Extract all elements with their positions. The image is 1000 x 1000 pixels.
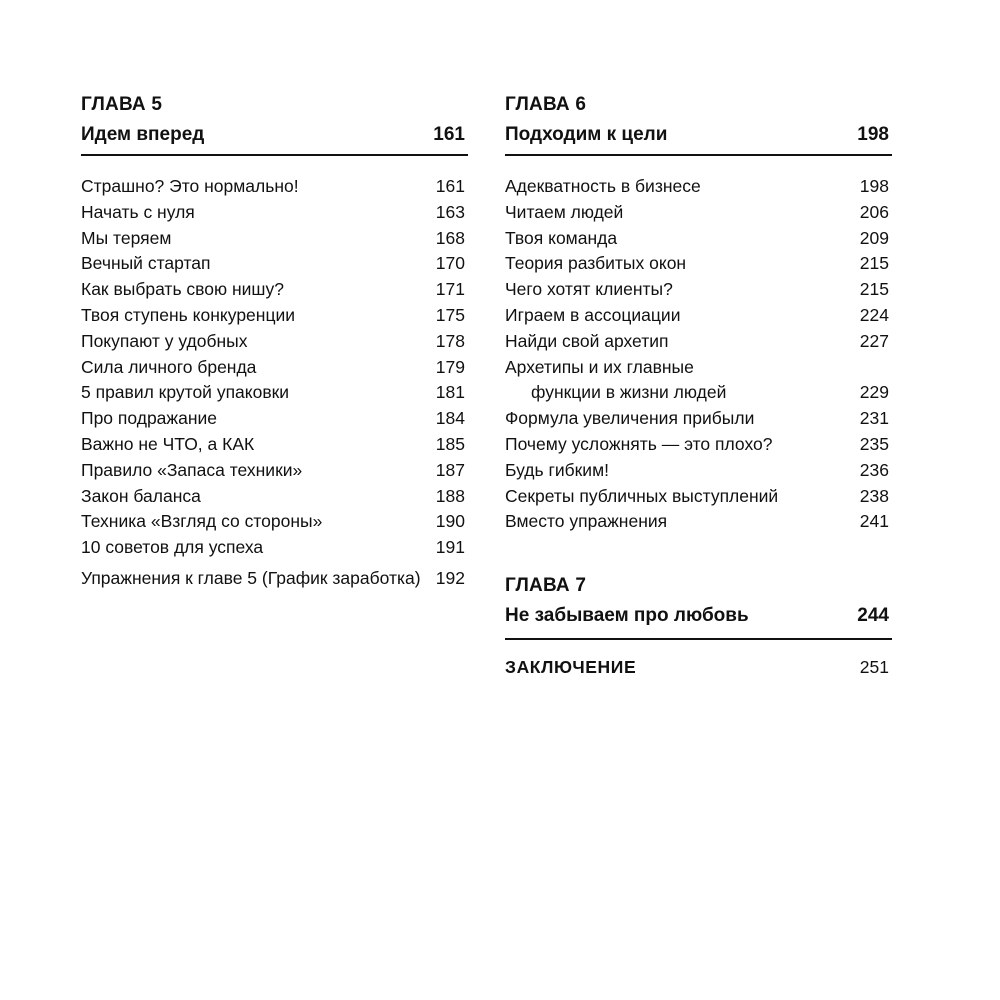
toc-entry[interactable] [81, 484, 468, 510]
toc-entry[interactable] [505, 355, 892, 407]
entry-title: Правило «Запаса техники» [81, 459, 303, 480]
entry-page: 227 [859, 330, 889, 351]
toc-entry[interactable] [505, 200, 892, 226]
toc-entry[interactable] [505, 303, 892, 329]
entry-page: 175 [435, 304, 465, 325]
entry-title-multiline [505, 355, 726, 407]
entry-page: 229 [859, 382, 889, 403]
entry-title: Техника «Взгляд со стороны» [81, 511, 323, 532]
chapter-5-exercise-entry[interactable] [81, 566, 468, 592]
toc-entry[interactable] [81, 277, 468, 303]
entry-title: Чего хотят клиенты? [505, 279, 673, 300]
entry-title: Архетипы и их главные [505, 356, 694, 377]
toc-entry[interactable] [81, 200, 468, 226]
toc-entry[interactable] [81, 458, 468, 484]
entry-page: 179 [435, 356, 465, 377]
toc-entry[interactable] [505, 509, 892, 535]
chapter-6-entries [505, 174, 892, 535]
entry-page: 241 [859, 511, 889, 532]
toc-entry[interactable] [505, 484, 892, 510]
exercise-title: Упражнения к главе 5 (График заработка) [81, 568, 421, 588]
toc-entry[interactable] [81, 355, 468, 381]
entry-page: 198 [859, 176, 889, 196]
chapter-5-entries [81, 174, 468, 561]
toc-entry[interactable] [81, 380, 468, 406]
chapter-7-title-link[interactable] [505, 605, 892, 627]
toc-entry[interactable] [81, 406, 468, 432]
entry-page: 206 [859, 201, 889, 222]
toc-entry[interactable] [81, 251, 468, 277]
entry-title: Вместо упражнения [505, 511, 668, 532]
toc-entry[interactable] [81, 303, 468, 329]
entry-title: Про подражание [81, 408, 218, 429]
chapter-7-title: Не забываем про любовь [505, 605, 749, 626]
entry-title: Секреты публичных выступлений [505, 485, 779, 506]
chapter-5-title-link[interactable] [81, 124, 468, 146]
entry-title: Почему усложнять — это плохо? [505, 433, 773, 454]
entry-title: Начать с нуля [81, 201, 195, 222]
toc-entry[interactable] [505, 432, 892, 458]
toc-entry[interactable] [505, 277, 892, 303]
entry-page: 238 [859, 485, 889, 506]
entry-page: 188 [435, 485, 465, 506]
toc-entry[interactable] [81, 535, 468, 561]
entry-page: 181 [435, 382, 465, 403]
entry-title: Вечный стартап [81, 253, 211, 274]
entry-title: Формула увеличения прибыли [505, 408, 755, 429]
chapter-7-label: ГЛАВА 7 [505, 575, 587, 596]
chapter-6-label: ГЛАВА 6 [505, 94, 587, 115]
toc-entry[interactable] [505, 329, 892, 355]
entry-title: Закон баланса [81, 485, 201, 506]
chapter-5-label: ГЛАВА 5 [81, 94, 163, 115]
entry-title: Твоя ступень конкуренции [81, 304, 296, 325]
entry-page: 184 [435, 408, 465, 429]
conclusion-entry[interactable] [505, 655, 892, 681]
entry-title: Покупают у удобных [81, 330, 248, 351]
toc-entry[interactable] [81, 329, 468, 355]
chapter-6-title-link[interactable] [505, 124, 892, 146]
entry-page: 161 [435, 176, 465, 196]
chapter-6-page: 198 [857, 124, 889, 145]
toc-entry[interactable] [505, 458, 892, 484]
entry-page: 235 [859, 433, 889, 454]
entry-page: 191 [435, 537, 465, 558]
entry-page: 163 [435, 201, 465, 222]
entry-page: 185 [435, 433, 465, 454]
entry-title: Читаем людей [505, 201, 624, 222]
entry-title: Адекватность в бизнесе [505, 176, 701, 196]
toc-entry[interactable] [505, 174, 892, 200]
toc-entry[interactable] [505, 251, 892, 277]
toc-entry[interactable] [81, 174, 468, 200]
entry-page: 168 [435, 227, 465, 248]
entry-title: 10 советов для успеха [81, 537, 264, 558]
exercise-page: 192 [435, 568, 465, 588]
entry-title-continuation: функции в жизни людей [531, 382, 727, 403]
entry-page: 170 [435, 253, 465, 274]
chapter-7-divider [505, 638, 892, 640]
entry-title: Играем в ассоциации [505, 304, 681, 325]
entry-page: 215 [859, 253, 889, 274]
entry-title: Сила личного бренда [81, 356, 257, 377]
chapter-5-divider [81, 154, 468, 156]
entry-title: 5 правил крутой упаковки [81, 382, 290, 403]
entry-page: 178 [435, 330, 465, 351]
conclusion-page: 251 [859, 657, 889, 677]
entry-page: 171 [435, 279, 465, 300]
entry-page: 190 [435, 511, 465, 532]
toc-entry[interactable] [81, 226, 468, 252]
entry-title: Твоя команда [505, 227, 618, 248]
chapter-5-title: Идем вперед [81, 124, 205, 145]
entry-page: 231 [859, 408, 889, 429]
chapter-6-divider [505, 154, 892, 156]
entry-page: 187 [435, 459, 465, 480]
entry-page: 224 [859, 304, 889, 325]
entry-title: Теория разбитых окон [505, 253, 687, 274]
entry-title: Будь гибким! [505, 459, 609, 480]
entry-title: Как выбрать свою нишу? [81, 279, 284, 300]
entry-title: Страшно? Это нормально! [81, 176, 299, 196]
entry-title: Мы теряем [81, 227, 172, 248]
chapter-6-title: Подходим к цели [505, 124, 668, 145]
entry-page: 209 [859, 227, 889, 248]
conclusion-title: ЗАКЛЮЧЕНИЕ [505, 657, 637, 677]
toc-entry[interactable] [505, 226, 892, 252]
entry-title: Найди свой архетип [505, 330, 669, 351]
toc-entry[interactable] [81, 509, 468, 535]
toc-entry[interactable] [505, 406, 892, 432]
entry-page: 236 [859, 459, 889, 480]
entry-page: 215 [859, 279, 889, 300]
entry-title: Важно не ЧТО, а КАК [81, 433, 255, 454]
toc-entry[interactable] [81, 432, 468, 458]
chapter-5-page: 161 [433, 124, 465, 145]
chapter-7-page: 244 [857, 605, 889, 626]
